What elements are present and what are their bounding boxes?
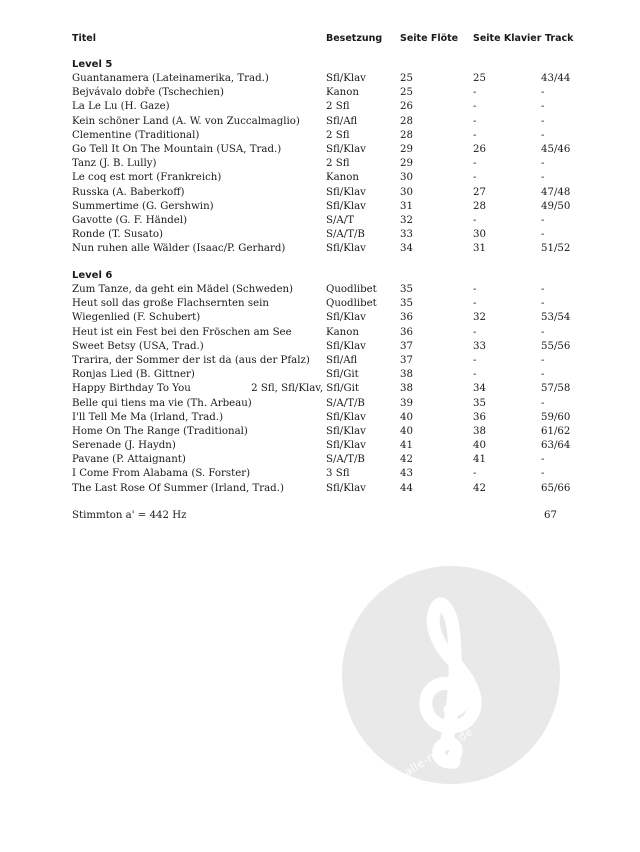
besetzung: S/A/T/B — [326, 454, 365, 466]
seite-klavier: 30 — [473, 229, 486, 241]
seite-klavier: 32 — [473, 312, 486, 324]
song-title: Guantanamera (Lateinamerika, Trad.) — [72, 73, 269, 84]
track: - — [541, 369, 545, 381]
seite-floete: 29 — [400, 143, 413, 155]
besetzung: 2 Sfl — [326, 129, 350, 141]
seite-floete: 30 — [400, 186, 413, 198]
besetzung: Sfl/Klav — [326, 186, 366, 198]
track: - — [541, 284, 545, 295]
level-5-heading: Level 5 — [72, 59, 113, 70]
song-title: Go Tell It On The Mountain (USA, Trad.) — [72, 143, 282, 155]
track: 51/52 — [541, 243, 571, 255]
song-title: Happy Birthday To You — [72, 383, 191, 395]
song-title: Gavotte (G. F. Händel) — [72, 214, 188, 226]
track: 59/60 — [541, 411, 571, 423]
song-title: Serenade (J. Haydn) — [72, 440, 176, 452]
track: - — [541, 101, 545, 113]
table-row — [0, 100, 640, 114]
seite-klavier: - — [473, 298, 477, 310]
seite-floete: 44 — [400, 482, 413, 494]
seite-klavier: 34 — [473, 383, 486, 395]
tuning-track: 67 — [544, 510, 557, 521]
table-row — [0, 368, 640, 382]
seite-klavier: 35 — [473, 397, 486, 409]
besetzung: Sfl/Klav — [326, 200, 366, 212]
seite-floete: 36 — [400, 312, 413, 324]
seite-floete: 43 — [400, 468, 413, 480]
song-title: Bejvávalo dobře (Tschechien) — [72, 87, 224, 99]
table-row — [0, 482, 640, 496]
table-row — [0, 283, 640, 297]
seite-floete: 28 — [400, 115, 413, 127]
song-title: Pavane (P. Attaignant) — [72, 454, 186, 466]
table-row — [0, 200, 640, 214]
seite-floete: 36 — [400, 326, 413, 338]
besetzung: Kanon — [326, 326, 359, 338]
besetzung: Kanon — [326, 87, 359, 99]
seite-floete: 37 — [400, 354, 413, 366]
seite-klavier: 40 — [473, 440, 486, 452]
seite-floete: 25 — [400, 73, 413, 84]
seite-klavier: 26 — [473, 143, 486, 155]
seite-floete: 34 — [400, 243, 413, 255]
seite-floete: 25 — [400, 87, 413, 99]
track: - — [541, 397, 545, 409]
level-6-heading: Level 6 — [72, 270, 113, 281]
track: 45/46 — [541, 143, 571, 155]
song-title: Kein schöner Land (A. W. von Zuccalmaglio) — [72, 115, 300, 127]
besetzung: Sfl/Klav — [326, 411, 366, 423]
table-row — [0, 382, 640, 396]
table-row — [0, 143, 640, 157]
seite-klavier: 41 — [473, 454, 486, 466]
besetzung: 3 Sfl — [326, 468, 350, 480]
table-row — [0, 467, 640, 481]
table-row — [0, 171, 640, 185]
track: - — [541, 115, 545, 127]
header-besetzung: Besetzung — [326, 33, 383, 44]
besetzung: Quodlibet — [326, 284, 377, 295]
seite-klavier: - — [473, 354, 477, 366]
besetzung: Sfl/Afl — [326, 354, 358, 366]
seite-floete: 33 — [400, 229, 413, 241]
song-title: Home On The Range (Traditional) — [72, 425, 248, 437]
seite-floete: 29 — [400, 158, 413, 170]
seite-floete: 28 — [400, 129, 413, 141]
table-row — [0, 340, 640, 354]
besetzung: S/A/T/B — [326, 229, 365, 241]
table-row — [0, 297, 640, 311]
track: - — [541, 454, 545, 466]
seite-floete: 42 — [400, 454, 413, 466]
song-title: Belle qui tiens ma vie (Th. Arbeau) — [72, 397, 252, 409]
song-title: I Come From Alabama (S. Forster) — [72, 468, 251, 480]
track: - — [541, 214, 545, 226]
besetzung: Sfl/Klav — [326, 340, 366, 352]
song-title: Le coq est mort (Frankreich) — [72, 172, 222, 184]
table-row — [0, 453, 640, 467]
table-row — [0, 214, 640, 228]
table-row — [0, 115, 640, 129]
besetzung: S/A/T/B — [326, 397, 365, 409]
track: - — [541, 172, 545, 184]
table-row — [0, 397, 640, 411]
seite-klavier: - — [473, 468, 477, 480]
table-row — [0, 242, 640, 256]
seite-klavier: - — [473, 214, 477, 226]
track: 57/58 — [541, 383, 571, 395]
song-title: Russka (A. Baberkoff) — [72, 186, 185, 198]
seite-klavier: - — [473, 284, 477, 295]
besetzung: Sfl/Klav — [326, 440, 366, 452]
track: - — [541, 229, 545, 241]
table-header — [0, 33, 640, 47]
seite-klavier: 33 — [473, 340, 486, 352]
song-title: Clementine (Traditional) — [72, 129, 200, 141]
track: 61/62 — [541, 425, 571, 437]
seite-klavier: - — [473, 158, 477, 170]
seite-klavier: - — [473, 369, 477, 381]
table-row — [0, 411, 640, 425]
track: - — [541, 298, 545, 310]
besetzung: Sfl/Klav — [326, 143, 366, 155]
track: - — [541, 468, 545, 480]
table-row — [0, 157, 640, 171]
seite-floete: 38 — [400, 383, 413, 395]
track: 65/66 — [541, 482, 571, 494]
table-row — [0, 354, 640, 368]
song-title: Sweet Betsy (USA, Trad.) — [72, 340, 204, 352]
seite-klavier: - — [473, 87, 477, 99]
track: - — [541, 158, 545, 170]
song-title: I'll Tell Me Ma (Irland, Trad.) — [72, 411, 224, 423]
seite-floete: 40 — [400, 425, 413, 437]
seite-floete: 26 — [400, 101, 413, 113]
table-row — [0, 72, 640, 86]
seite-klavier: 25 — [473, 73, 486, 84]
track: - — [541, 129, 545, 141]
besetzung: Sfl/Klav — [326, 243, 366, 255]
song-title: Tanz (J. B. Lully) — [72, 158, 157, 170]
song-title: Trarira, der Sommer der ist da (aus der Pfalz) — [72, 354, 310, 366]
track: 43/44 — [541, 73, 571, 84]
besetzung: Sfl/Klav — [326, 73, 366, 84]
seite-floete: 41 — [400, 440, 413, 452]
song-title: Nun ruhen alle Wälder (Isaac/P. Gerhard) — [72, 243, 286, 255]
besetzung: Sfl/Git — [326, 369, 359, 381]
seite-klavier: 31 — [473, 243, 486, 255]
table-row — [0, 86, 640, 100]
watermark-text: alle-noten.de — [402, 724, 476, 779]
track: 55/56 — [541, 340, 571, 352]
song-title: Summertime (G. Gershwin) — [72, 200, 214, 212]
table-row — [0, 425, 640, 439]
song-title: Heut soll das große Flachsernten sein — [72, 298, 269, 310]
song-title: Wiegenlied (F. Schubert) — [72, 312, 201, 324]
seite-floete: 38 — [400, 369, 413, 381]
seite-floete: 30 — [400, 172, 413, 184]
level-6-table — [0, 283, 640, 496]
seite-klavier: 27 — [473, 186, 486, 198]
seite-floete: 37 — [400, 340, 413, 352]
track: - — [541, 354, 545, 366]
song-title: Ronde (T. Susato) — [72, 229, 163, 241]
table-row — [0, 311, 640, 325]
track: 63/64 — [541, 440, 571, 452]
song-title: Ronjas Lied (B. Gittner) — [72, 369, 195, 381]
table-row — [0, 326, 640, 340]
header-seite-floete: Seite Flöte — [400, 33, 459, 44]
besetzung: Sfl/Klav — [326, 312, 366, 324]
song-title: La Le Lu (H. Gaze) — [72, 101, 170, 113]
tuning-note: Stimmton a' = 442 Hz — [72, 510, 187, 521]
seite-floete: 40 — [400, 411, 413, 423]
table-row — [0, 186, 640, 200]
song-title: Heut ist ein Fest bei den Fröschen am See — [72, 326, 292, 338]
header-title: Titel — [72, 33, 96, 44]
level-5-table — [0, 72, 640, 256]
track: 47/48 — [541, 186, 571, 198]
besetzung: 2 Sfl — [326, 158, 350, 170]
seite-klavier: - — [473, 172, 477, 184]
besetzung: 2 Sfl, Sfl/Klav, Sfl/Git — [251, 383, 359, 395]
besetzung: Quodlibet — [326, 298, 377, 310]
besetzung: Sfl/Klav — [326, 425, 366, 437]
seite-klavier: 36 — [473, 411, 486, 423]
seite-klavier: - — [473, 129, 477, 141]
seite-klavier: - — [473, 115, 477, 127]
seite-klavier: 42 — [473, 482, 486, 494]
besetzung: 2 Sfl — [326, 101, 350, 113]
seite-floete: 35 — [400, 284, 413, 295]
track: 49/50 — [541, 200, 571, 212]
seite-klavier: - — [473, 326, 477, 338]
track: - — [541, 87, 545, 99]
seite-floete: 32 — [400, 214, 413, 226]
besetzung: Sfl/Klav — [326, 482, 366, 494]
song-title: The Last Rose Of Summer (Irland, Trad.) — [72, 482, 284, 494]
besetzung: S/A/T — [326, 214, 354, 226]
seite-floete: 39 — [400, 397, 413, 409]
besetzung: Kanon — [326, 172, 359, 184]
header-seite-klavier: Seite Klavier — [473, 33, 542, 44]
seite-floete: 35 — [400, 298, 413, 310]
seite-klavier: 38 — [473, 425, 486, 437]
seite-floete: 31 — [400, 200, 413, 212]
table-row — [0, 228, 640, 242]
table-row — [0, 439, 640, 453]
header-track: Track — [545, 33, 574, 44]
track: 53/54 — [541, 312, 571, 324]
song-title: Zum Tanze, da geht ein Mädel (Schweden) — [72, 284, 294, 295]
seite-klavier: - — [473, 101, 477, 113]
track: - — [541, 326, 545, 338]
besetzung: Sfl/Afl — [326, 115, 358, 127]
table-row — [0, 129, 640, 143]
seite-klavier: 28 — [473, 200, 486, 212]
